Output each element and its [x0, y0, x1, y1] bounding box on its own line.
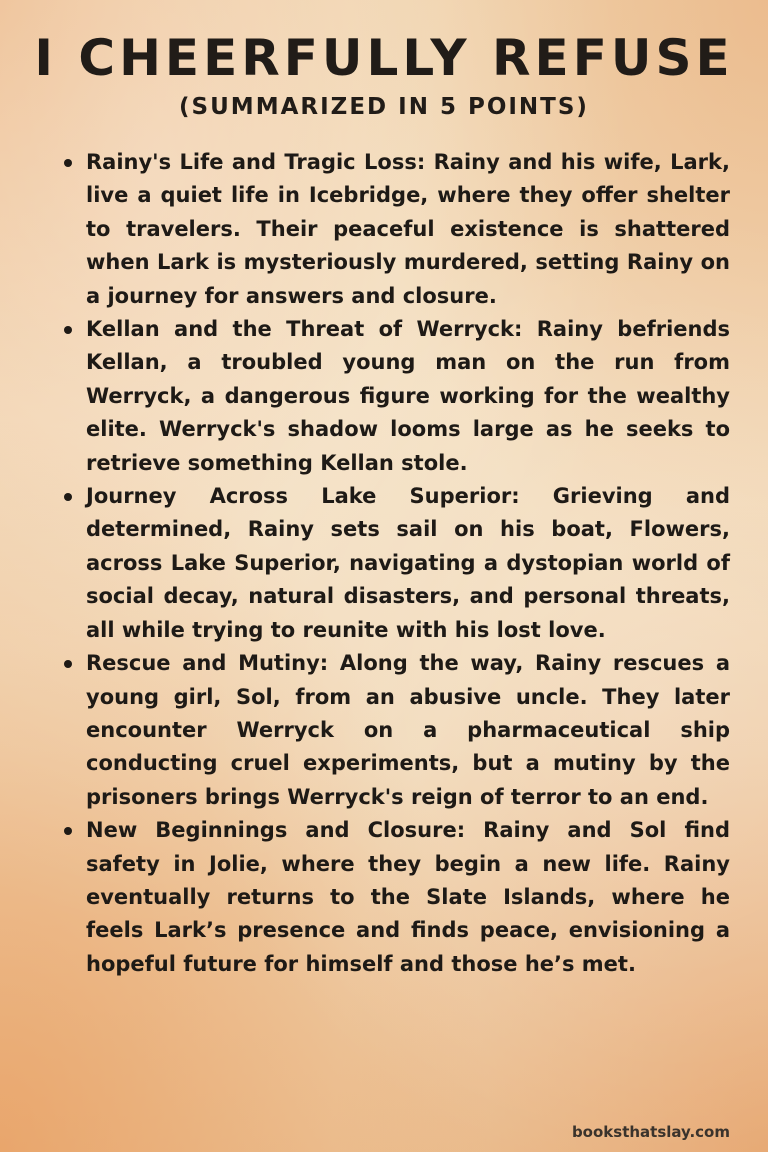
summary-point-3 — [56, 480, 730, 647]
summary-point-4 — [56, 647, 730, 814]
bullet-icon — [64, 326, 72, 334]
summary-point-text: Rescue and Mutiny: Along the way, Rainy rescues a young girl, Sol, from an abusive uncle. They later encounter Werryck on a pharmaceutical ship conducting cruel experiments, but a mutiny by the prisoners brings Werryck's reign of terror to an end. — [86, 651, 730, 809]
summary-point-text: Rainy's Life and Tragic Loss: Rainy and his wife, Lark, live a quiet life in Icebridge, where they offer shelter to travelers. Their peaceful existence is shattered when Lark is mysteriously murdered, setting Rainy on a journey for answers and closure. — [86, 150, 730, 308]
summary-point-1 — [56, 146, 730, 313]
summary-point-2 — [56, 313, 730, 480]
bullet-icon — [64, 660, 72, 668]
summary-point-text: Journey Across Lake Superior: Grieving and determined, Rainy sets sail on his boat, Flowers, across Lake Superior, navigating a dystopian world of social decay, natural disasters, and personal threats, all while trying to reunite with his lost love. — [86, 484, 730, 642]
site-watermark: booksthatslay.com — [571, 1123, 730, 1141]
summary-point-text: New Beginnings and Closure: Rainy and Sol find safety in Jolie, where they begin a new life. Rainy eventually returns to the Slate Islands, where he feels Lark’s presence and finds peace, envisioning a hopeful future for himself and those he’s met. — [86, 818, 730, 976]
summary-point-5 — [56, 814, 730, 981]
bullet-icon — [64, 493, 72, 501]
bullet-icon — [64, 827, 72, 835]
summary-point-text: Kellan and the Threat of Werryck: Rainy befriends Kellan, a troubled young man on the run from Werryck, a dangerous figure working for the wealthy elite. Werryck's shadow looms large as he seeks to retrieve something Kellan stole. — [86, 317, 730, 475]
page-title: I CHEERFULLY REFUSE — [34, 29, 734, 87]
bullet-icon — [64, 159, 72, 167]
page-subtitle: (SUMMARIZED IN 5 POINTS) — [179, 94, 589, 120]
summary-points-list — [56, 146, 730, 981]
